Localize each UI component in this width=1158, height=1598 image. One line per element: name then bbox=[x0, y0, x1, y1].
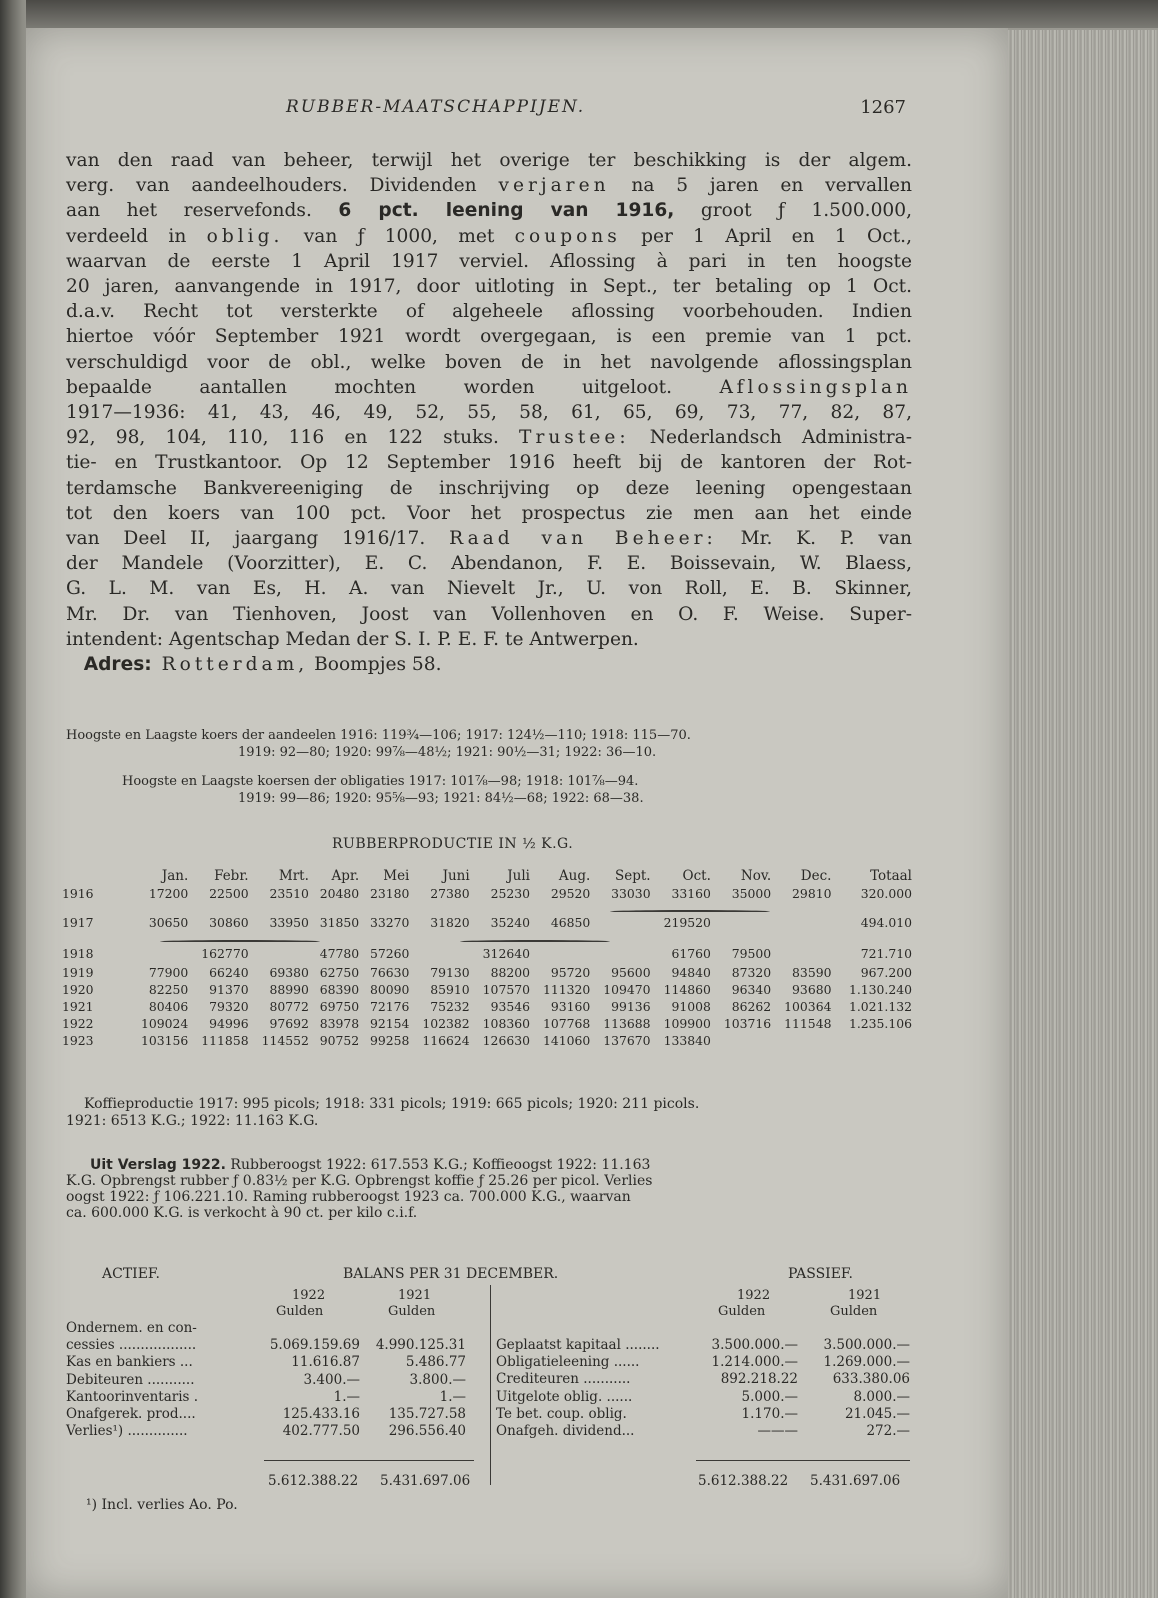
year-cell: 1917 bbox=[62, 914, 94, 930]
text-line: hiertoe vóór September 1921 wordt overgegaan, is een premie van 1 pct. bbox=[66, 326, 912, 348]
value-cell: 103156 bbox=[140, 1033, 189, 1048]
value-cell: 47780 bbox=[319, 945, 360, 961]
table-row bbox=[62, 1032, 912, 1049]
value-cell: 79500 bbox=[731, 945, 772, 961]
value-cell: 93160 bbox=[550, 999, 591, 1014]
value-cell: 29520 bbox=[550, 886, 591, 901]
coffee-production: Koffieproductie 1917: 995 picols; 1918: 331 picols; 1919: 665 picols; 1920: 211 picols. bbox=[84, 1096, 700, 1112]
year-cell: 1920 bbox=[62, 982, 94, 997]
month-header: Nov. bbox=[740, 868, 772, 884]
running-title: RUBBER-MAATSCHAPPIJEN. bbox=[286, 97, 586, 117]
value-cell: 111548 bbox=[784, 1016, 832, 1031]
text-line: Mr. Dr. van Tienhoven, Joost van Vollenhoven en O. F. Weise. Super- bbox=[66, 603, 912, 625]
value-cell: 72176 bbox=[369, 999, 410, 1014]
value-cell: 109900 bbox=[663, 1016, 711, 1031]
value-cell: 69750 bbox=[319, 999, 360, 1014]
balance-value-1921: 3.500.000.— bbox=[823, 1337, 910, 1353]
value-cell: 85910 bbox=[430, 982, 470, 997]
balance-assets bbox=[66, 1320, 476, 1450]
bond-price-range: Hoogste en Laagste koersen der obligaties 1917: 101⅞—98; 1918: 101⅞—94. bbox=[122, 774, 639, 789]
balance-row bbox=[496, 1371, 910, 1388]
value-cell: 107768 bbox=[542, 1016, 591, 1031]
total-liabilities-1922: 5.612.388.22 bbox=[698, 1473, 789, 1489]
unit-col-1: Gulden bbox=[276, 1304, 324, 1319]
unit-col-3: Gulden bbox=[718, 1304, 766, 1319]
table-row bbox=[62, 998, 912, 1015]
brace-1917-b bbox=[460, 940, 610, 943]
value-cell: 111320 bbox=[542, 982, 591, 997]
value-cell: 80772 bbox=[269, 999, 309, 1014]
value-cell bbox=[249, 942, 309, 964]
value-cell: 114860 bbox=[663, 982, 711, 997]
value-cell: 91008 bbox=[671, 999, 711, 1014]
balance-value-1921: 272.— bbox=[866, 1423, 910, 1439]
value-cell: 20480 bbox=[319, 886, 360, 901]
balance-value-1921: 3.800.— bbox=[409, 1371, 466, 1388]
production-title: RUBBERPRODUCTIE IN ½ K.G. bbox=[332, 836, 574, 852]
text-line: verschuldigd voor de obl., welke boven de in het navolgende aflossingsplan bbox=[66, 351, 912, 373]
value-cell: 103716 bbox=[723, 1016, 772, 1031]
text-line: aan het reservefonds. 6 pct. leening van 1916, groot ƒ 1.500.000, bbox=[66, 200, 912, 222]
value-cell: 1.021.132 bbox=[848, 999, 912, 1014]
value-cell: 30650 bbox=[148, 914, 189, 930]
text-line: terdamsche Bankvereeniging de inschrijving op deze leening opengestaan bbox=[66, 477, 912, 499]
balance-row bbox=[496, 1389, 910, 1406]
value-cell: 31820 bbox=[430, 914, 470, 930]
value-cell: 107570 bbox=[482, 982, 530, 997]
share-price-range: Hoogste en Laagste koers der aandeelen 1916: 119¾—106; 1917: 124½—110; 1918: 115—70. bbox=[66, 728, 691, 743]
balance-row bbox=[496, 1337, 910, 1354]
balance-passief: PASSIEF. bbox=[788, 1266, 853, 1282]
value-cell bbox=[711, 902, 771, 942]
balance-row bbox=[496, 1423, 910, 1440]
table-row bbox=[62, 902, 912, 942]
value-cell: 29810 bbox=[792, 886, 832, 901]
running-header bbox=[66, 97, 906, 125]
balance-value-1921: 296.556.40 bbox=[388, 1423, 466, 1440]
month-header: Febr. bbox=[214, 868, 249, 884]
month-header: Apr. bbox=[331, 868, 360, 884]
footnote: ¹) Incl. verlies Ao. Po. bbox=[86, 1497, 238, 1513]
value-cell: 94996 bbox=[209, 1016, 249, 1031]
value-cell: 82250 bbox=[148, 982, 189, 997]
balance-label: Verlies¹) .............. bbox=[66, 1423, 188, 1440]
total-assets-1921: 5.431.697.06 bbox=[380, 1473, 471, 1489]
value-cell: 113688 bbox=[603, 1016, 651, 1031]
balance-label: Te bet. coup. oblig. bbox=[496, 1405, 627, 1422]
unit-col-2: Gulden bbox=[388, 1304, 436, 1319]
month-header: Dec. bbox=[800, 868, 832, 884]
text-line: van den raad van beheer, terwijl het overige ter beschikking is der algem. bbox=[66, 150, 912, 171]
value-cell bbox=[711, 1032, 771, 1049]
value-cell: 114552 bbox=[261, 1033, 309, 1048]
brace-1916 bbox=[610, 910, 770, 913]
balance-value-1922: 5.069.159.69 bbox=[269, 1337, 360, 1354]
year-cell: 1916 bbox=[62, 886, 94, 901]
balance-value-1921: 5.486.77 bbox=[405, 1354, 466, 1371]
value-cell: 100364 bbox=[784, 999, 832, 1014]
month-header: Totaal bbox=[870, 868, 912, 884]
balance-row bbox=[66, 1372, 476, 1389]
value-cell: 33270 bbox=[369, 914, 410, 930]
value-cell: 721.710 bbox=[860, 945, 912, 961]
month-header: Jan. bbox=[161, 868, 189, 884]
month-header: Sept. bbox=[614, 868, 651, 884]
balance-value-1922: 402.777.50 bbox=[282, 1423, 360, 1440]
report-line: oogst 1922: ƒ 106.221.10. Raming rubberoogst 1923 ca. 700.000 K.G., waarvan bbox=[66, 1189, 631, 1205]
value-cell: 312640 bbox=[482, 945, 530, 961]
balance-value-1921: 1.269.000.— bbox=[823, 1354, 910, 1371]
year-cell: 1918 bbox=[62, 945, 94, 961]
month-header: Mrt. bbox=[278, 868, 309, 884]
value-cell bbox=[409, 942, 469, 964]
value-cell: 23180 bbox=[369, 886, 410, 901]
balance-liabilities bbox=[496, 1337, 910, 1457]
month-header: Aug. bbox=[558, 868, 591, 884]
balance-label: Kas en bankiers ... bbox=[66, 1354, 193, 1371]
text-line: van Deel II, jaargang 1916/17. Raad van Beheer: Mr. K. P. van bbox=[66, 528, 912, 550]
year-cell: 1923 bbox=[62, 1033, 94, 1048]
report-line: K.G. Opbrengst rubber ƒ 0.83½ per K.G. Opbrengst koffie ƒ 25.26 per picol. Verlies bbox=[66, 1173, 653, 1189]
year-cell: 1921 bbox=[62, 999, 94, 1014]
value-cell bbox=[590, 942, 650, 964]
value-cell: 137670 bbox=[603, 1033, 651, 1048]
balance-value-1921: 8.000.— bbox=[853, 1388, 910, 1405]
value-cell: 93546 bbox=[490, 999, 530, 1014]
value-cell: 27380 bbox=[430, 886, 470, 901]
balance-value-1921: 1.— bbox=[439, 1388, 466, 1405]
value-cell: 102382 bbox=[422, 1016, 470, 1031]
balance-label: Uitgelote oblig. ...... bbox=[496, 1388, 633, 1405]
year-cell: 1922 bbox=[62, 1016, 94, 1031]
value-cell: 97692 bbox=[269, 1016, 309, 1031]
balance-label: Ondernem. en con- bbox=[66, 1320, 197, 1336]
value-cell bbox=[771, 902, 831, 942]
value-cell: 116624 bbox=[422, 1033, 470, 1048]
month-header: Juli bbox=[507, 868, 530, 884]
balance-value-1922: 892.218.22 bbox=[720, 1371, 798, 1388]
value-cell: 95600 bbox=[611, 965, 651, 980]
value-cell bbox=[530, 942, 590, 964]
production-header-row bbox=[62, 867, 912, 885]
text-line: G. L. M. van Es, H. A. van Nievelt Jr., U. von Roll, E. B. Skinner, bbox=[66, 578, 912, 600]
total-rule-right bbox=[696, 1460, 910, 1461]
text-line: der Mandele (Voorzitter), E. C. Abendanon, F. E. Boissevain, W. Blaess, bbox=[66, 553, 912, 575]
balance-row bbox=[496, 1406, 910, 1423]
value-cell: 967.200 bbox=[860, 965, 912, 980]
value-cell: 75232 bbox=[430, 999, 470, 1014]
value-cell: 35240 bbox=[490, 914, 530, 930]
month-header: Juni bbox=[442, 868, 470, 884]
value-cell: 109470 bbox=[603, 982, 651, 997]
value-cell: 61760 bbox=[671, 945, 711, 961]
balance-value-1922: ——— bbox=[757, 1423, 798, 1439]
balance-label: Onafgeh. dividend... bbox=[496, 1423, 635, 1439]
value-cell: 1.235.106 bbox=[848, 1016, 912, 1031]
value-cell bbox=[128, 942, 188, 964]
value-cell: 83978 bbox=[319, 1016, 360, 1031]
value-cell: 1.130.240 bbox=[848, 982, 912, 997]
value-cell: 133840 bbox=[663, 1033, 711, 1048]
table-row bbox=[62, 981, 912, 998]
balance-value-1922: 1.214.000.— bbox=[711, 1354, 798, 1371]
text-line: tot den koers van 100 pct. Voor het prospectus zie men aan het einde bbox=[66, 502, 912, 524]
year-col-2: 1921 bbox=[398, 1288, 432, 1303]
value-cell: 22500 bbox=[209, 886, 249, 901]
balance-title: BALANS PER 31 DECEMBER. bbox=[343, 1266, 559, 1282]
value-cell bbox=[590, 902, 650, 942]
value-cell: 30860 bbox=[209, 914, 249, 930]
value-cell: 31850 bbox=[319, 914, 360, 930]
value-cell: 95720 bbox=[550, 965, 591, 980]
value-cell: 99258 bbox=[369, 1033, 410, 1048]
coffee-production-cont: 1921: 6513 K.G.; 1922: 11.163 K.G. bbox=[66, 1113, 319, 1129]
value-cell: 109024 bbox=[140, 1016, 189, 1031]
value-cell: 33030 bbox=[611, 886, 651, 901]
unit-col-4: Gulden bbox=[830, 1304, 878, 1319]
value-cell bbox=[771, 942, 831, 964]
balance-value-1922: 1.— bbox=[333, 1388, 360, 1405]
value-cell: 86262 bbox=[731, 999, 772, 1014]
value-cell: 79130 bbox=[430, 965, 470, 980]
text-line: 20 jaren, aanvangende in 1917, door uitloting in Sept., ter betaling op 1 Oct. bbox=[66, 276, 912, 298]
value-cell: 88990 bbox=[269, 982, 309, 997]
balance-value-1921: 135.727.58 bbox=[388, 1406, 466, 1422]
balance-label: Kantoorinventaris . bbox=[66, 1388, 199, 1405]
value-cell: 62750 bbox=[319, 965, 360, 980]
value-cell: 219520 bbox=[663, 914, 711, 930]
company-description bbox=[66, 148, 912, 677]
value-cell: 320.000 bbox=[860, 886, 912, 901]
table-row bbox=[62, 942, 912, 964]
balance-actief: ACTIEF. bbox=[102, 1266, 160, 1282]
value-cell: 35000 bbox=[731, 886, 772, 901]
value-cell: 88200 bbox=[490, 965, 530, 980]
value-cell: 108360 bbox=[482, 1016, 530, 1031]
text-line: bepaalde aantallen mochten worden uitgeloot. Aflossingsplan bbox=[66, 376, 912, 398]
balance-value-1922: 3.400.— bbox=[303, 1371, 360, 1388]
share-price-range-cont: 1919: 92—80; 1920: 99⅞—48½; 1921: 90½—31; 1922: 36—10. bbox=[238, 745, 657, 760]
balance-value-1922: 3.500.000.— bbox=[711, 1337, 798, 1353]
year-cell: 1919 bbox=[62, 965, 94, 980]
value-cell: 46850 bbox=[550, 914, 591, 930]
balance-label: Geplaatst kapitaal ........ bbox=[496, 1337, 660, 1353]
total-liabilities-1921: 5.431.697.06 bbox=[810, 1473, 901, 1489]
balance-value-1922: 125.433.16 bbox=[282, 1406, 360, 1422]
balance-label: Onafgerek. prod.... bbox=[66, 1406, 196, 1422]
value-cell: 92154 bbox=[369, 1016, 410, 1031]
brace-1917-a bbox=[160, 940, 320, 943]
table-row bbox=[62, 1015, 912, 1032]
value-cell: 66240 bbox=[209, 965, 249, 980]
value-cell: 91370 bbox=[209, 982, 249, 997]
balance-value-1922: 5.000.— bbox=[741, 1388, 798, 1405]
value-cell: 93680 bbox=[792, 982, 832, 997]
balance-row bbox=[496, 1354, 910, 1371]
value-cell bbox=[771, 1032, 831, 1049]
total-assets-1922: 5.612.388.22 bbox=[268, 1473, 359, 1489]
value-cell: 25230 bbox=[490, 886, 530, 901]
year-col-4: 1921 bbox=[848, 1288, 882, 1303]
value-cell: 79320 bbox=[209, 999, 249, 1014]
value-cell: 57260 bbox=[369, 945, 410, 961]
bond-price-range-cont: 1919: 99—86; 1920: 95⅝—93; 1921: 84½—68; 1922: 68—38. bbox=[238, 791, 644, 806]
balance-value-1921: 633.380.06 bbox=[832, 1371, 910, 1388]
value-cell: 33160 bbox=[671, 886, 711, 901]
production-table bbox=[62, 867, 912, 1049]
balance-label: Debiteuren ........... bbox=[66, 1371, 195, 1388]
loan-heading: 6 pct. leening van 1916, bbox=[338, 200, 675, 222]
table-row bbox=[62, 885, 912, 902]
text-line: 92, 98, 104, 110, 116 en 122 stuks. Trustee: Nederlandsch Administra- bbox=[66, 427, 912, 449]
value-cell: 77900 bbox=[148, 965, 189, 980]
text-line: d.a.v. Recht tot versterkte of algeheele aflossing voorbehouden. Indien bbox=[66, 301, 912, 323]
value-cell: 494.010 bbox=[860, 914, 912, 930]
year-col-3: 1922 bbox=[737, 1288, 771, 1303]
table-row bbox=[62, 964, 912, 981]
page-number: 1267 bbox=[860, 97, 906, 118]
address-line: Adres: Rotterdam, Boompjes 58. bbox=[83, 654, 442, 676]
year-col-1: 1922 bbox=[292, 1288, 326, 1303]
balance-row bbox=[66, 1337, 476, 1354]
balance-value-1921: 4.990.125.31 bbox=[375, 1337, 466, 1354]
balance-label: Obligatieleening ...... bbox=[496, 1354, 640, 1371]
month-header: Mei bbox=[383, 868, 410, 884]
value-cell: 126630 bbox=[482, 1033, 530, 1048]
value-cell: 111858 bbox=[201, 1033, 249, 1048]
report-line: ca. 600.000 K.G. is verkocht à 90 ct. per kilo c.i.f. bbox=[66, 1205, 418, 1221]
value-cell: 80406 bbox=[148, 999, 189, 1014]
value-cell: 87320 bbox=[731, 965, 772, 980]
value-cell: 141060 bbox=[542, 1033, 591, 1048]
balance-label: Crediteuren ........... bbox=[496, 1371, 631, 1388]
value-cell: 162770 bbox=[201, 945, 249, 961]
balance-row bbox=[66, 1354, 476, 1371]
value-cell: 33950 bbox=[269, 914, 309, 930]
value-cell bbox=[831, 1032, 912, 1049]
value-cell: 83590 bbox=[792, 965, 832, 980]
value-cell: 99136 bbox=[611, 999, 651, 1014]
total-rule-left bbox=[264, 1460, 474, 1461]
text-line: verdeeld in oblig. van ƒ 1000, met coupons per 1 April en 1 Oct., bbox=[66, 225, 912, 247]
balance-row bbox=[66, 1320, 476, 1337]
text-line: intendent: Agentschap Medan der S. I. P. E. F. te Antwerpen. bbox=[66, 628, 639, 650]
value-cell: 68390 bbox=[319, 982, 360, 997]
balance-label: cessies .................. bbox=[66, 1337, 197, 1354]
balance-value-1922: 11.616.87 bbox=[291, 1354, 360, 1371]
value-cell: 90752 bbox=[319, 1033, 360, 1048]
text-line: tie- en Trustkantoor. Op 12 September 1916 heeft bij de kantoren der Rot- bbox=[66, 452, 912, 474]
text-line: verg. van aandeelhouders. Dividenden verjaren na 5 jaren en vervallen bbox=[66, 175, 912, 197]
value-cell: 76630 bbox=[369, 965, 410, 980]
value-cell: 94840 bbox=[671, 965, 711, 980]
balance-value-1922: 1.170.— bbox=[741, 1405, 798, 1422]
value-cell: 69380 bbox=[269, 965, 309, 980]
balance-value-1921: 21.045.— bbox=[844, 1405, 910, 1422]
text-line: 1917—1936: 41, 43, 46, 49, 52, 55, 58, 61, 65, 69, 73, 77, 82, 87, bbox=[66, 402, 912, 424]
report-1922: Uit Verslag 1922. Rubberoogst 1922: 617.553 K.G.; Koffieoogst 1922: 11.163 bbox=[90, 1157, 651, 1173]
balance-divider bbox=[490, 1285, 491, 1485]
value-cell: 80090 bbox=[369, 982, 410, 997]
value-cell: 96340 bbox=[731, 982, 772, 997]
balance-row bbox=[66, 1389, 476, 1406]
month-header: Oct. bbox=[682, 868, 711, 884]
value-cell: 17200 bbox=[148, 886, 189, 901]
text-line: waarvan de eerste 1 April 1917 verviel. Aflossing à pari in ten hoogste bbox=[66, 250, 912, 272]
value-cell: 23510 bbox=[269, 886, 309, 901]
balance-row bbox=[66, 1423, 476, 1440]
balance-row bbox=[66, 1406, 476, 1423]
